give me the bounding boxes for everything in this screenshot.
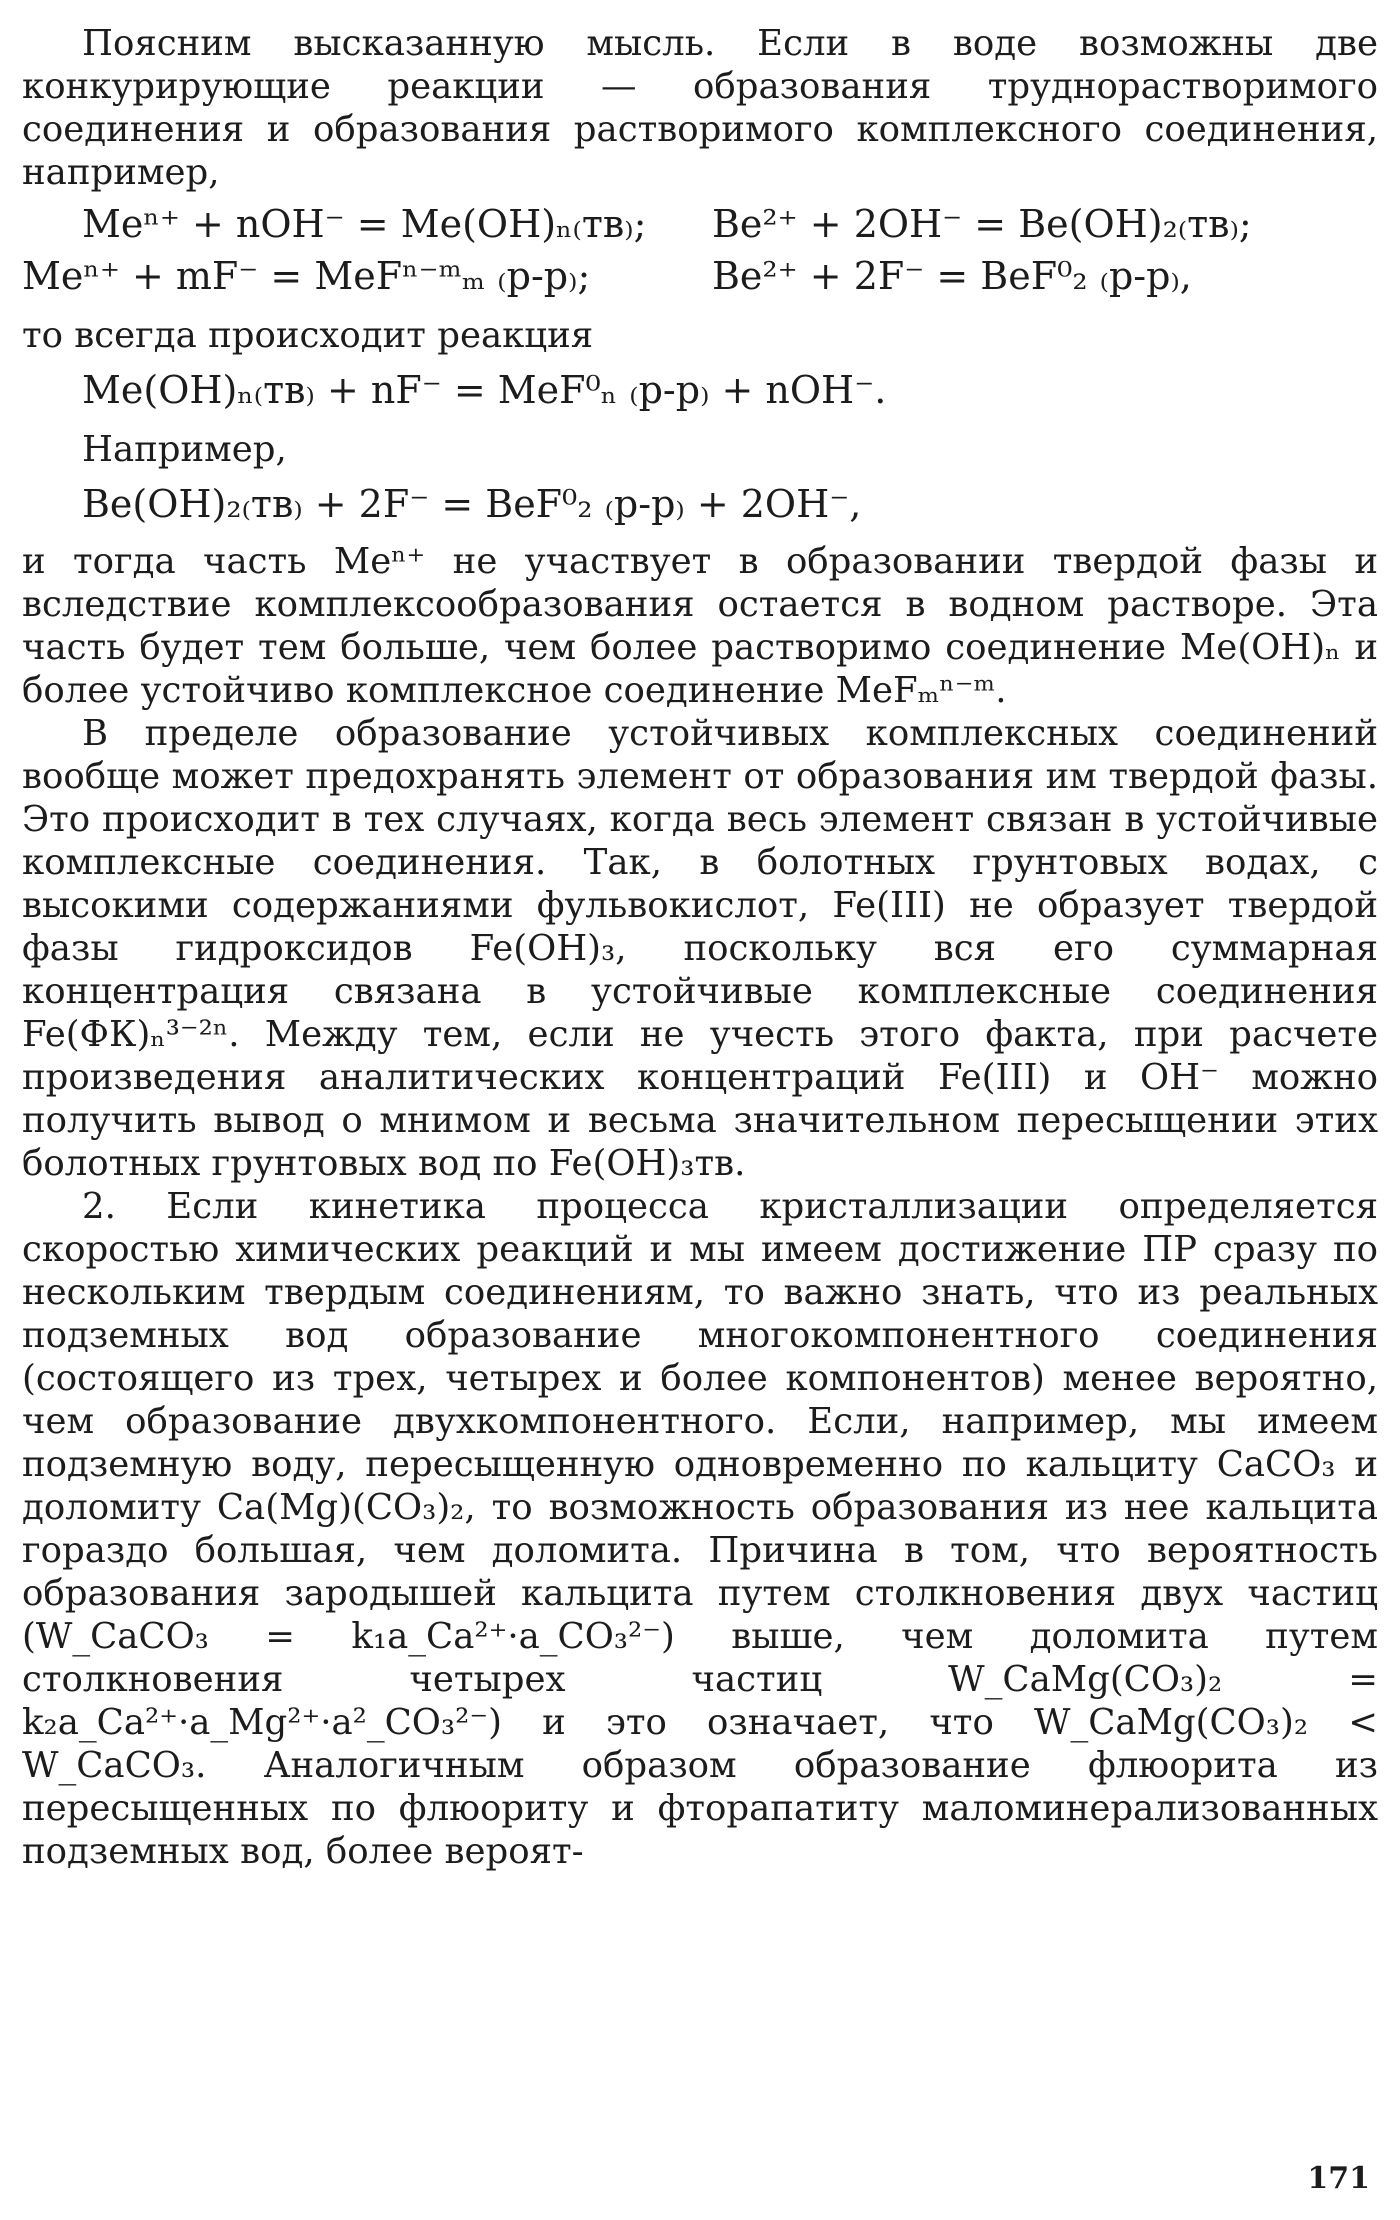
- equation-exchange-beryllium: Be(OH)₂₍тв₎ + 2F⁻ = BeF⁰₂ ₍р-р₎ + 2OH⁻,: [82, 482, 862, 526]
- equation-fluoride-general: Meⁿ⁺ + mF⁻ = MeFⁿ⁻ᵐₘ ₍р-р₎;: [22, 254, 591, 298]
- equation-fluoride-beryllium: Be²⁺ + 2F⁻ = BeF⁰₂ ₍р-р₎,: [712, 254, 1192, 298]
- equation-exchange-general: Me(OH)ₙ₍тв₎ + nF⁻ = MeF⁰ₙ ₍р-р₎ + nOH⁻.: [82, 368, 887, 412]
- equation-hydroxide-beryllium: Be²⁺ + 2OH⁻ = Be(OH)₂₍тв₎;: [712, 202, 1252, 246]
- page-number: 171: [1307, 2161, 1370, 2196]
- book-page: [22, 22, 1378, 2202]
- paragraph-always-reaction: то всегда происходит реакция: [22, 315, 594, 356]
- paragraph-crystallization-kinetics: 2. Если кинетика процесса кристаллизации определяется скоростью химических реакций и мы имеем достижение ПР сразу по нескольким твердым соединениям, то важно знать, что из реальных подземных вод образование многокомпонентного соединения (состоящего из трех, четырех и более компонентов) менее вероятно, чем образование двухкомпонентного. Если, например, мы имеем подземную воду, пересыщенную одновременно по кальциту CaCO₃ и доломиту Ca(Mg)(CO₃)₂, то возможность образования из нее кальцита гораздо большая, чем доломита. Причина в том, что вероятность образования зародышей кальцита путем столкновения двух частиц (W_CaCO₃ = k₁a_Ca²⁺·a_CO₃²⁻) выше, чем доломита путем столкновения четырех частиц W_CaMg(CO₃)₂ = k₂a_Ca²⁺·a_Mg²⁺·a²_CO₃²⁻) и это означает, что W_CaMg(CO₃)₂ < W_CaCO₃. Аналогичным образом образование флюорита из пересыщенных по флюориту и фторапатиту маломинерализованных подземных вод, более вероят-: [22, 1186, 1378, 1872]
- paragraph-intro: Поясним высказанную мысль. Если в воде возможны две конкурирующие реакции — образования труднорастворимого соединения и образования растворимого комплексного соединения, например,: [22, 23, 1378, 193]
- paragraph-complex-part: и тогда часть Meⁿ⁺ не участвует в образовании твердой фазы и вследствие комплексообразования остается в водном растворе. Эта часть будет тем больше, чем более растворимо соединение Me(OH)ₙ и более устойчиво комплексное соединение MeFₘⁿ⁻ᵐ.: [22, 541, 1378, 711]
- paragraph-stable-complexes: В пределе образование устойчивых комплексных соединений вообще может предохранять элемент от образования им твердой фазы. Это происходит в тех случаях, когда весь элемент связан в устойчивые комплексные соединения. Так, в болотных грунтовых водах, с высокими содержаниями фульвокислот, Fe(III) не образует твердой фазы гидроксидов Fe(OH)₃, поскольку вся его суммарная концентрация связана в устойчивые комплексные соединения Fe(ФК)ₙ³⁻²ⁿ. Между тем, если не учесть этого факта, при расчете произведения аналитических концентраций Fe(III) и OH⁻ можно получить вывод о мнимом и весьма значительном пересыщении этих болотных грунтовых вод по Fe(OH)₃тв.: [22, 713, 1378, 1184]
- reaction-equations: [22, 200, 1378, 300]
- paragraph-example: Например,: [82, 429, 287, 470]
- equation-hydroxide-general: Meⁿ⁺ + nOH⁻ = Me(OH)ₙ₍тв₎;: [82, 202, 647, 246]
